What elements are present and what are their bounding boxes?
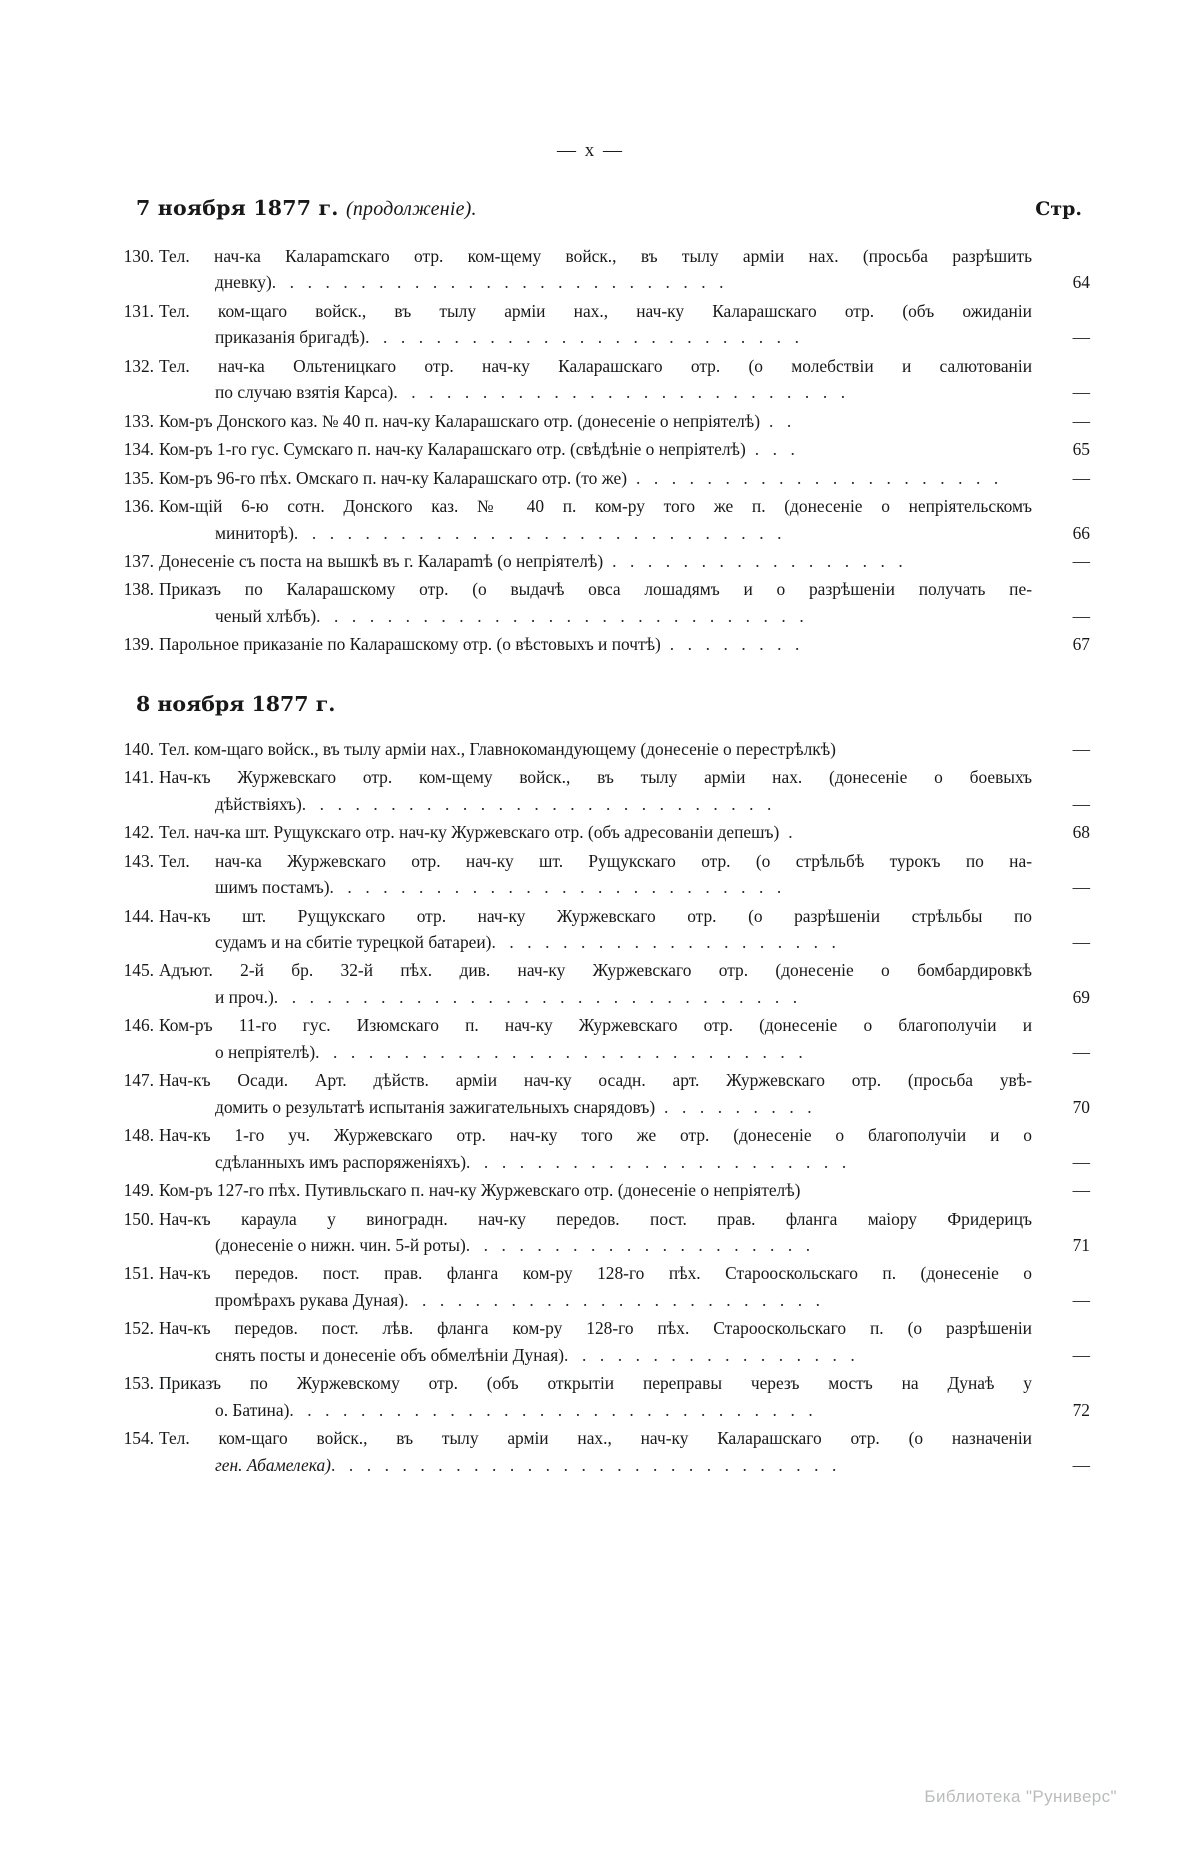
entry-page: — bbox=[1072, 1180, 1090, 1201]
entry-text-line1: Парольное приказаніе по Каларашскому отр. (о вѣстовыхъ и почтѣ) . . . . . . . . bbox=[159, 634, 804, 655]
entry-number: 141. bbox=[123, 767, 154, 788]
entry-text-line1: Приказъ по Каларашскому отр. (о выдачѣ овса лошадямъ и о разрѣшеніи получать пе- bbox=[159, 579, 1032, 600]
entry-page: — bbox=[1072, 327, 1090, 348]
entry-number: 153. bbox=[123, 1373, 154, 1394]
section-date-1: 7 ноября 1877 г. bbox=[136, 196, 339, 220]
toc-entry[interactable] bbox=[100, 548, 1090, 574]
entry-body bbox=[159, 576, 1042, 629]
toc-entry[interactable] bbox=[100, 819, 1090, 845]
entry-page: — bbox=[1072, 1041, 1090, 1062]
entry-page: 65 bbox=[1072, 439, 1090, 460]
entry-number: 136. bbox=[123, 496, 154, 517]
entry-text-line2: сдѣланныхъ имъ распоряженіяхъ). . . . . . . . . . . . . . . . . . . . . . bbox=[215, 1151, 851, 1172]
entry-text-line1: Ком-ръ 127-го пѣх. Путивльскаго п. нач-ку Журжевскаго отр. (донесеніе о непріятелѣ) bbox=[159, 1180, 801, 1201]
entry-number: 152. bbox=[123, 1318, 154, 1339]
entry-page: 64 bbox=[1072, 272, 1090, 293]
entry-number: 148. bbox=[123, 1125, 154, 1146]
library-watermark: Библиотека "Руниверс" bbox=[924, 1787, 1117, 1806]
toc-entry[interactable] bbox=[100, 1370, 1090, 1423]
entry-text-line2: по случаю взятія Карса). . . . . . . . . . . . . . . . . . . . . . . . . . bbox=[215, 382, 850, 403]
toc-entry[interactable] bbox=[100, 298, 1090, 351]
section-title-1 bbox=[136, 196, 477, 221]
entry-text-line1: Тел. нач-ка шт. Рущукскаго отр. нач-ку Журжевскаго отр. (объ адресованіи депешъ) . bbox=[159, 822, 798, 843]
toc-entry[interactable] bbox=[100, 1122, 1090, 1175]
entry-number: 131. bbox=[123, 300, 154, 321]
entry-number: 143. bbox=[123, 850, 154, 871]
entry-body bbox=[159, 1260, 1042, 1313]
toc-entry[interactable] bbox=[100, 408, 1090, 434]
entry-text-line1: Ком-ръ Донского каз. № 40 п. нач-ку Каларашскаго отр. (донесеніе о непріятелѣ) . . bbox=[159, 410, 796, 431]
entry-text-line2: приказанія бригадѣ). . . . . . . . . . . . . . . . . . . . . . . . . bbox=[215, 327, 804, 348]
entry-text-line1: Тел. ком-щаго войск., въ тылу арміи нах., нач-ку Каларашскаго отр. (объ ожиданіи bbox=[159, 300, 1032, 321]
entry-body bbox=[159, 1315, 1042, 1368]
toc-entry[interactable] bbox=[100, 353, 1090, 406]
entry-body bbox=[159, 631, 1042, 657]
entry-page: — bbox=[1072, 1344, 1090, 1365]
entry-page: — bbox=[1072, 605, 1090, 626]
folio-number: — x — bbox=[557, 140, 624, 161]
entry-text-line2: дневку). . . . . . . . . . . . . . . . . . . . . . . . . . bbox=[215, 272, 729, 293]
pages-column-label: Стр. bbox=[1035, 198, 1082, 220]
entry-text-line1: Нач-къ передов. пост. прав. фланга ком-ру 128-го пѣх. Старооскольскаго п. (донесеніе о bbox=[159, 1263, 1032, 1284]
entry-page: — bbox=[1072, 382, 1090, 403]
entry-number: 130. bbox=[123, 246, 154, 266]
entry-text-line1: Нач-къ 1-го уч. Журжевскаго отр. нач-ку того же отр. (донесеніе о благополучіи и о bbox=[159, 1125, 1032, 1146]
entry-text-line2: промѣрахъ рукава Дуная). . . . . . . . . . . . . . . . . . . . . . . . bbox=[215, 1289, 825, 1310]
entry-text-line2: ченый хлѣбъ). . . . . . . . . . . . . . . . . . . . . . . . . . . . bbox=[215, 605, 809, 626]
entry-number: 137. bbox=[123, 550, 154, 571]
toc-entry[interactable] bbox=[100, 493, 1090, 546]
toc-entry[interactable] bbox=[100, 957, 1090, 1010]
entry-body bbox=[159, 957, 1042, 1010]
toc-entry[interactable] bbox=[100, 243, 1090, 296]
entry-page: 69 bbox=[1072, 986, 1090, 1007]
entry-body bbox=[159, 764, 1042, 817]
entry-body bbox=[159, 1425, 1042, 1478]
entry-number: 144. bbox=[123, 905, 154, 926]
entry-text-line1: Ком-ръ 96-го пѣх. Омскаго п. нач-ку Каларашскаго отр. (то же) . . . . . . . . . . . . . . . . . . . . . bbox=[159, 467, 1003, 488]
entry-text-line1: Тел. нач-ка Журжевскаго отр. нач-ку шт. Рущукскаго отр. (о стрѣльбѣ турокъ по на- bbox=[159, 850, 1032, 871]
toc-entry[interactable] bbox=[100, 1260, 1090, 1313]
entry-body bbox=[159, 736, 1042, 762]
entry-text-line2: домить о результатѣ испытанія зажигательныхъ снарядовъ) . . . . . . . . . bbox=[215, 1096, 817, 1117]
entry-text-line2: о непріятелѣ). . . . . . . . . . . . . . . . . . . . . . . . . . . . bbox=[215, 1041, 808, 1062]
section-header-2 bbox=[100, 692, 1090, 716]
entry-body bbox=[159, 465, 1042, 491]
entry-page: — bbox=[1072, 467, 1090, 488]
entry-body bbox=[159, 548, 1042, 574]
entry-page: — bbox=[1072, 410, 1090, 431]
toc-entry[interactable] bbox=[100, 1012, 1090, 1065]
entry-text-line1: Донесеніе съ поста на вышкѣ въ г. Калараmѣ (о непріятелѣ) . . . . . . . . . . . . . . . . . bbox=[159, 550, 908, 571]
entry-body bbox=[159, 298, 1042, 351]
entry-page: — bbox=[1072, 1289, 1090, 1310]
entry-text-line2: (донесеніе о нижн. чин. 5-й роты). . . . . . . . . . . . . . . . . . . . bbox=[215, 1234, 815, 1255]
entry-page: 67 bbox=[1072, 634, 1090, 655]
entry-page: — bbox=[1072, 738, 1090, 759]
entry-page: — bbox=[1072, 931, 1090, 952]
entry-body bbox=[159, 408, 1042, 434]
entry-text-line2: снять посты и донесеніе объ обмелѣніи Дуная). . . . . . . . . . . . . . . . . bbox=[215, 1344, 860, 1365]
toc-entry[interactable] bbox=[100, 631, 1090, 657]
entry-number: 150. bbox=[123, 1208, 154, 1229]
entry-body bbox=[159, 353, 1042, 406]
entry-text-line2: дѣйствіяхъ). . . . . . . . . . . . . . . . . . . . . . . . . . . bbox=[215, 793, 777, 814]
table-of-contents bbox=[100, 196, 1090, 1480]
entry-page: 68 bbox=[1072, 822, 1090, 843]
toc-entry[interactable] bbox=[100, 1177, 1090, 1203]
entry-page: 70 bbox=[1072, 1096, 1090, 1117]
entry-body bbox=[159, 903, 1042, 956]
entry-text-line1: Тел. нач-ка Калараmскаго отр. ком-щему войск., въ тылу арміи нах. (просьба разрѣшить bbox=[159, 246, 1032, 266]
entry-number: 139. bbox=[123, 634, 154, 655]
entry-number: 133. bbox=[123, 410, 154, 431]
entry-number: 146. bbox=[123, 1015, 154, 1036]
toc-entry[interactable] bbox=[100, 576, 1090, 629]
entry-text-line1: Тел. нач-ка Ольтеницкаго отр. нач-ку Каларашскаго отр. (о молебствіи и салютованіи bbox=[159, 355, 1032, 376]
toc-entry[interactable] bbox=[100, 465, 1090, 491]
entry-text-line2: о. Батина). . . . . . . . . . . . . . . . . . . . . . . . . . . . . . bbox=[215, 1399, 818, 1420]
toc-entry[interactable] bbox=[100, 1315, 1090, 1368]
toc-entry[interactable] bbox=[100, 1425, 1090, 1478]
entry-text-line1: Адъют. 2-й бр. 32-й пѣх. див. нач-ку Журжевскаго отр. (донесеніе о бомбардировкѣ bbox=[159, 960, 1032, 981]
entry-number: 135. bbox=[123, 467, 154, 488]
entry-number: 132. bbox=[123, 355, 154, 376]
entry-body bbox=[159, 243, 1042, 296]
toc-entry[interactable] bbox=[100, 764, 1090, 817]
entry-text-line1: Нач-къ шт. Рущукскаго отр. нач-ку Журжевскаго отр. (о разрѣшеніи стрѣльбы по bbox=[159, 905, 1032, 926]
entry-body bbox=[159, 848, 1042, 901]
entry-number: 147. bbox=[123, 1070, 154, 1091]
entry-number: 140. bbox=[123, 738, 154, 759]
toc-entry[interactable] bbox=[100, 736, 1090, 762]
entry-body bbox=[159, 819, 1042, 845]
entry-number: 142. bbox=[123, 822, 154, 843]
entry-page: — bbox=[1072, 877, 1090, 898]
entry-number: 145. bbox=[123, 960, 154, 981]
section-note-1: (продолженіе). bbox=[345, 198, 477, 220]
entry-text-line2: и проч.). . . . . . . . . . . . . . . . . . . . . . . . . . . . . . bbox=[215, 986, 802, 1007]
entry-page: 71 bbox=[1072, 1234, 1090, 1255]
entry-body bbox=[159, 1177, 1042, 1203]
entry-text-line2: судамъ и на сбитіе турецкой батареи). . . . . . . . . . . . . . . . . . . . bbox=[215, 931, 841, 952]
entry-text-line1: Тел. ком-щаго войск., въ тылу арміи нах., нач-ку Каларашскаго отр. (о назначеніи bbox=[159, 1428, 1032, 1449]
entry-text-line1: Ком-ръ 1-го гус. Сумскаго п. нач-ку Каларашскаго отр. (свѣдѣніе о непріятелѣ) . . . bbox=[159, 439, 800, 460]
entry-page: — bbox=[1072, 550, 1090, 571]
toc-entry[interactable] bbox=[100, 903, 1090, 956]
entry-body bbox=[159, 1012, 1042, 1065]
entry-page: — bbox=[1072, 793, 1090, 814]
entry-body bbox=[159, 1067, 1042, 1120]
entry-number: 134. bbox=[123, 439, 154, 460]
entry-text-line1: Ком-ръ 11-го гус. Изюмскаго п. нач-ку Журжевскаго отр. (донесеніе о благополучіи и bbox=[159, 1015, 1032, 1036]
toc-entry[interactable] bbox=[100, 848, 1090, 901]
entry-body bbox=[159, 1370, 1042, 1423]
entry-number: 149. bbox=[123, 1180, 154, 1201]
entry-number: 138. bbox=[123, 579, 154, 600]
entry-text-line2: шимъ постамъ). . . . . . . . . . . . . . . . . . . . . . . . . . bbox=[215, 877, 786, 898]
section-header-1 bbox=[100, 196, 1090, 221]
entry-text-line1: Нач-къ передов. пост. лѣв. фланга ком-ру 128-го пѣх. Старооскольскаго п. (о разрѣшеніи bbox=[159, 1318, 1032, 1339]
entry-text-line1: Нач-къ Осади. Арт. дѣйств. арміи нач-ку осадн. арт. Журжевскаго отр. (просьба увѣ- bbox=[159, 1070, 1032, 1091]
toc-entry[interactable] bbox=[100, 436, 1090, 462]
section-title-2: 8 ноября 1877 г. bbox=[136, 691, 336, 716]
entry-page: 72 bbox=[1072, 1399, 1090, 1420]
entry-number: 151. bbox=[123, 1263, 154, 1284]
entry-text-line1: Нач-къ Журжевскаго отр. ком-щему войск., въ тылу арміи нах. (донесеніе о боевыхъ bbox=[159, 767, 1032, 788]
toc-entry[interactable] bbox=[100, 1067, 1090, 1120]
entry-text-line1: Тел. ком-щаго войск., въ тылу арміи нах., Главнокомандующему (донесеніе о перестрѣлкѣ) bbox=[159, 738, 836, 759]
entry-text-line1: Ком-щій 6-ю сотн. Донского каз. № 40 п. ком-ру того же п. (донесеніе о непріятельскомъ bbox=[159, 496, 1032, 517]
entry-text-line2: ген. Абамелека). . . . . . . . . . . . . . . . . . . . . . . . . . . . . bbox=[215, 1454, 841, 1475]
entry-body bbox=[159, 1206, 1042, 1259]
entry-text-line1: Нач-къ караула у виноградн. нач-ку передов. пост. прав. фланга маіору Фридерицъ bbox=[159, 1208, 1032, 1229]
entry-page: — bbox=[1072, 1454, 1090, 1475]
entry-page: — bbox=[1072, 1151, 1090, 1172]
entry-body bbox=[159, 493, 1042, 546]
entry-text-line1: Приказъ по Журжевскому отр. (объ открытіи переправы черезъ мостъ на Дунаѣ у bbox=[159, 1373, 1032, 1394]
entry-body bbox=[159, 436, 1042, 462]
toc-entry[interactable] bbox=[100, 1206, 1090, 1259]
entry-number: 154. bbox=[123, 1428, 154, 1449]
entry-page: 66 bbox=[1072, 522, 1090, 543]
entry-text-line2: миниторѣ). . . . . . . . . . . . . . . . . . . . . . . . . . . . bbox=[215, 522, 787, 543]
entry-body bbox=[159, 1122, 1042, 1175]
